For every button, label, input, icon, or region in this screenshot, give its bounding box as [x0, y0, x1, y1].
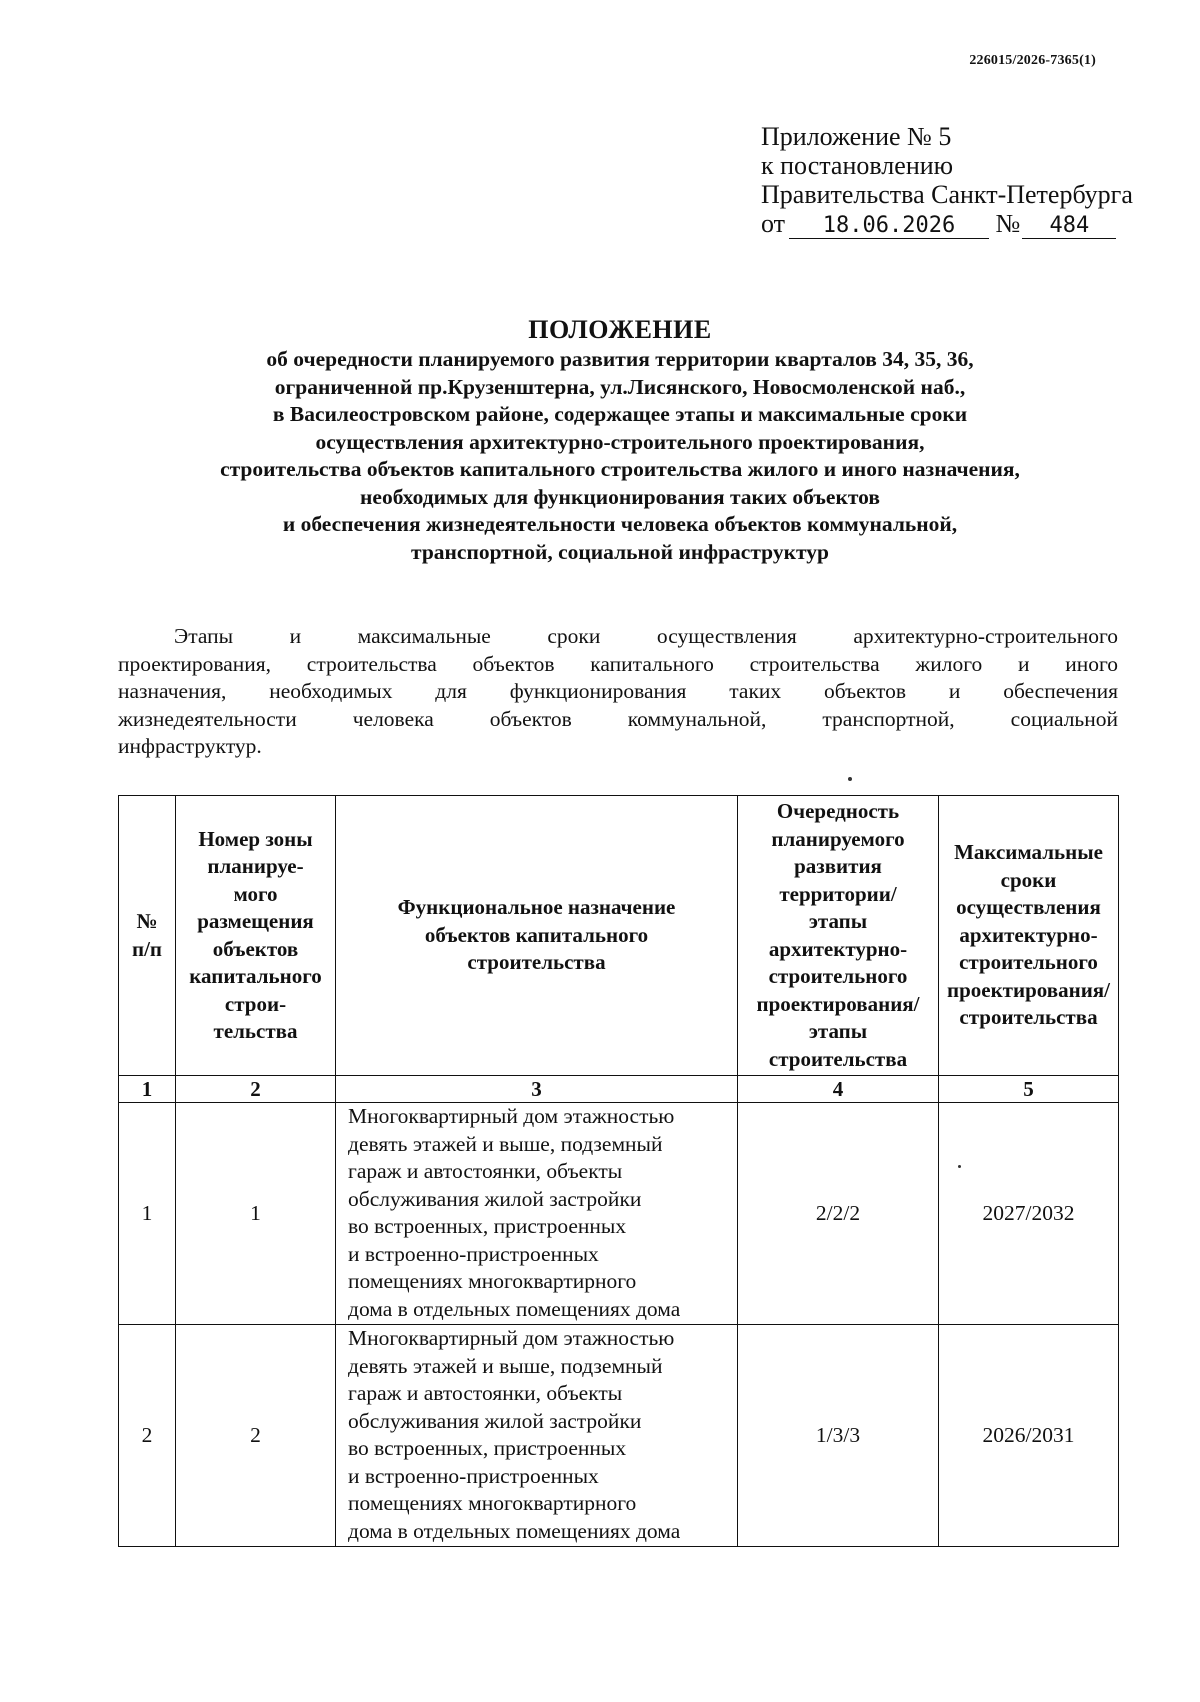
function-line: помещениях многоквартирного — [348, 1491, 637, 1515]
document-title — [110, 314, 1130, 566]
intro-line: Этапы и максимальные сроки осуществления архитектурно-строительного — [174, 624, 1118, 648]
function-line: и встроенно-пристроенных — [348, 1241, 599, 1266]
header-text: объектов — [212, 936, 299, 961]
header-text: строительного — [959, 950, 1098, 975]
function-line: дома в отдельных помещениях дома — [348, 1518, 681, 1543]
intro-line: назначения, необходимых для функционирования таких объектов и обеспечения — [118, 679, 1118, 703]
function-line: обслуживания жилой застройки — [348, 1186, 642, 1211]
title-line: об очередности планируемого развития территории кварталов 34, 35, 36, — [266, 347, 974, 371]
resolution-number: 484 — [1022, 214, 1116, 239]
appendix-block — [761, 122, 1133, 239]
column-number: 5 — [939, 1076, 1119, 1103]
function-line: дома в отдельных помещениях дома — [348, 1296, 681, 1321]
header-text: планируемого — [771, 826, 905, 851]
header-text: мого — [233, 881, 278, 906]
appendix-date-line — [761, 209, 1133, 239]
header-text: Очередность — [776, 799, 900, 823]
cell-stages: 2/2/2 — [738, 1103, 939, 1325]
table-row — [119, 1103, 1119, 1325]
title-line: транспортной, социальной инфраструктур — [411, 539, 829, 564]
header-text: сроки — [1000, 867, 1057, 892]
intro-line: проектирования, строительства объектов капитального строительства жилого и иного — [118, 651, 1118, 676]
title-line: ограниченной пр.Крузенштерна, ул.Лисянского, Новосмоленской наб., — [274, 374, 966, 399]
header-text: этапы — [808, 1019, 868, 1043]
function-line: во встроенных, пристроенных — [348, 1214, 627, 1238]
appendix-line-3: Правительства Санкт-Петербурга — [761, 180, 1133, 209]
header-text: развития — [794, 854, 882, 878]
function-line: обслуживания жилой застройки — [348, 1408, 642, 1433]
cell-zone: 2 — [176, 1325, 336, 1547]
document-number: 226015/2026-7365(1) — [969, 53, 1096, 68]
title-line: осуществления архитектурно-строительного проектирования, — [315, 429, 925, 454]
column-number: 3 — [336, 1076, 738, 1103]
column-number: 2 — [176, 1076, 336, 1103]
header-text: Номер зоны — [198, 826, 313, 851]
function-line: гараж и автостоянки, объекты — [348, 1159, 623, 1183]
header-text: капитального — [189, 964, 322, 988]
title-heading: ПОЛОЖЕНИЕ — [528, 315, 712, 344]
header-text: осуществления — [956, 895, 1101, 920]
intro-line: инфраструктур. — [118, 734, 262, 758]
table-row — [119, 1325, 1119, 1547]
title-line: в Василеостровском районе, содержащее этапы и максимальные сроки — [272, 402, 968, 426]
cell-num: 1 — [119, 1103, 176, 1325]
cell-function — [336, 1325, 738, 1547]
header-text: объектов капитального — [424, 922, 649, 947]
header-deadline — [939, 796, 1119, 1076]
date-prefix: от — [761, 209, 786, 238]
header-zone — [176, 796, 336, 1076]
header-text: этапы — [808, 909, 868, 933]
header-num — [119, 796, 176, 1076]
column-number-row — [119, 1076, 1119, 1103]
number-prefix: № — [995, 209, 1021, 238]
table-header-row — [119, 796, 1119, 1076]
cell-function — [336, 1103, 738, 1325]
header-text: строительства — [768, 1046, 908, 1071]
title-line: и обеспечения жизнедеятельности человека объектов коммунальной, — [282, 512, 958, 536]
scan-speck — [848, 777, 852, 781]
cell-deadline: 2027/2032 — [939, 1103, 1119, 1325]
column-number: 1 — [119, 1076, 176, 1103]
header-text: строительного — [768, 964, 908, 988]
header-text: строи- — [224, 991, 287, 1016]
function-line: Многоквартирный дом этажностью — [348, 1326, 675, 1350]
header-text: планируе- — [207, 854, 304, 878]
appendix-line-1: Приложение № 5 — [761, 122, 952, 151]
function-line: девять этажей и выше, подземный — [348, 1353, 663, 1378]
cell-num: 2 — [119, 1325, 176, 1547]
intro-paragraph — [118, 623, 1118, 761]
cell-zone: 1 — [176, 1103, 336, 1325]
header-function — [336, 796, 738, 1076]
stages-table — [118, 795, 1119, 1547]
header-text: проектирования/ — [946, 977, 1110, 1002]
header-text: размещения — [197, 909, 314, 933]
resolution-date: 18.06.2026 — [789, 214, 989, 239]
header-text: Функциональное назначение — [397, 895, 676, 920]
header-text: п/п — [131, 936, 163, 961]
header-text: архитектурно- — [768, 936, 908, 961]
header-text: Максимальные — [954, 840, 1103, 865]
header-text: проектирования/ — [756, 991, 920, 1016]
header-stages — [738, 796, 939, 1076]
title-line: строительства объектов капитального строительства жилого и иного назначения, — [220, 457, 1020, 481]
function-line: помещениях многоквартирного — [348, 1269, 637, 1293]
header-text: архитектурно- — [959, 922, 1098, 947]
title-line: необходимых для функционирования таких объектов — [360, 484, 880, 509]
cell-stages: 1/3/3 — [738, 1325, 939, 1547]
column-number: 4 — [738, 1076, 939, 1103]
header-text: тельства — [213, 1019, 298, 1043]
function-line: Многоквартирный дом этажностью — [348, 1104, 675, 1128]
function-line: и встроенно-пристроенных — [348, 1463, 599, 1488]
header-text: № — [136, 909, 158, 933]
intro-line: жизнедеятельности человека объектов коммунальной, транспортной, социальной — [118, 706, 1118, 731]
header-text: территории/ — [779, 881, 897, 906]
header-text: строительства — [467, 950, 606, 975]
appendix-line-2: к постановлению — [761, 151, 954, 180]
cell-deadline: 2026/2031 — [939, 1325, 1119, 1547]
header-text: строительства — [959, 1005, 1098, 1030]
function-line: во встроенных, пристроенных — [348, 1436, 627, 1460]
function-line: гараж и автостоянки, объекты — [348, 1381, 623, 1405]
function-line: девять этажей и выше, подземный — [348, 1131, 663, 1156]
